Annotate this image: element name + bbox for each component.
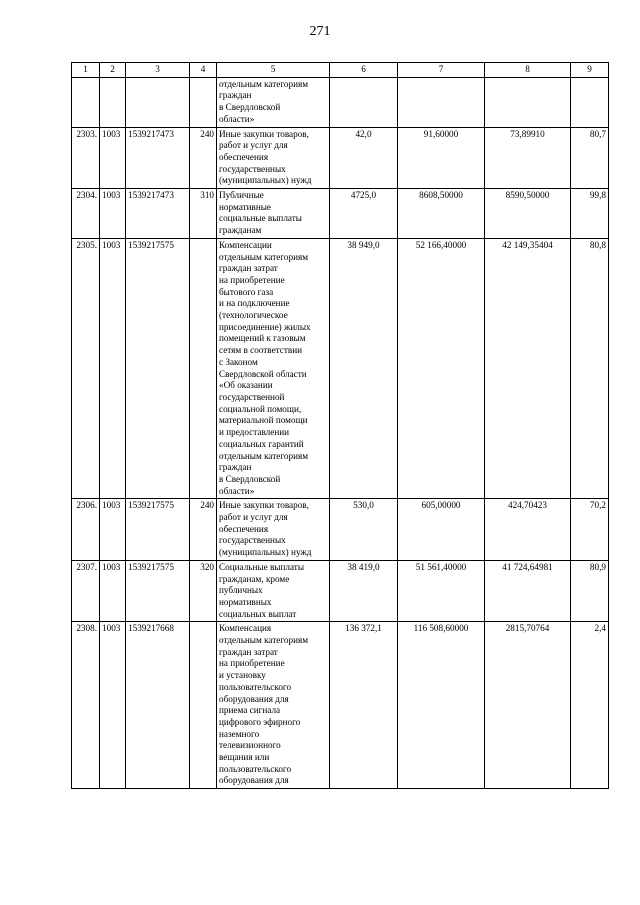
table-row <box>72 622 609 789</box>
header-row <box>72 63 609 78</box>
table-row <box>72 77 609 127</box>
table-row <box>72 499 609 561</box>
table-row <box>72 238 609 498</box>
section-code: 1003 <box>100 622 126 789</box>
column-header: 5 <box>217 63 330 78</box>
execution-percent: 80,7 <box>571 127 609 189</box>
table-row <box>72 560 609 622</box>
approved-amount: 530,0 <box>330 499 398 561</box>
expense-type <box>190 77 217 127</box>
section-code: 1003 <box>100 499 126 561</box>
description: Социальные выплаты гражданам, кроме публичных нормативных социальных выплат <box>217 560 330 622</box>
target-code: 1539217575 <box>126 560 190 622</box>
description: Публичные нормативные социальные выплаты гражданам <box>217 189 330 239</box>
section-code: 1003 <box>100 238 126 498</box>
target-code: 1539217473 <box>126 127 190 189</box>
target-code <box>126 77 190 127</box>
approved-amount: 42,0 <box>330 127 398 189</box>
page-number: 271 <box>309 24 331 39</box>
column-header: 2 <box>100 63 126 78</box>
approved-amount: 38 949,0 <box>330 238 398 498</box>
description: отдельным категориям граждан в Свердловской области» <box>217 77 330 127</box>
table-row <box>72 189 609 239</box>
section-code: 1003 <box>100 189 126 239</box>
row-number: 2305. <box>72 238 100 498</box>
execution-percent <box>571 77 609 127</box>
section-code: 1003 <box>100 560 126 622</box>
column-header: 8 <box>485 63 571 78</box>
planned-amount: 91,60000 <box>398 127 485 189</box>
target-code: 1539217668 <box>126 622 190 789</box>
approved-amount: 4725,0 <box>330 189 398 239</box>
row-number: 2306. <box>72 499 100 561</box>
executed-amount <box>485 77 571 127</box>
row-number: 2308. <box>72 622 100 789</box>
planned-amount: 116 508,60000 <box>398 622 485 789</box>
budget-table <box>71 62 609 789</box>
row-number: 2303. <box>72 127 100 189</box>
column-header: 4 <box>190 63 217 78</box>
section-code: 1003 <box>100 127 126 189</box>
expense-type <box>190 622 217 789</box>
table-row <box>72 127 609 189</box>
expense-type: 310 <box>190 189 217 239</box>
section-code <box>100 77 126 127</box>
expense-type: 320 <box>190 560 217 622</box>
executed-amount: 73,89910 <box>485 127 571 189</box>
planned-amount: 52 166,40000 <box>398 238 485 498</box>
planned-amount <box>398 77 485 127</box>
target-code: 1539217575 <box>126 499 190 561</box>
executed-amount: 8590,50000 <box>485 189 571 239</box>
column-header: 1 <box>72 63 100 78</box>
approved-amount: 136 372,1 <box>330 622 398 789</box>
column-header: 7 <box>398 63 485 78</box>
executed-amount: 2815,70764 <box>485 622 571 789</box>
description: Иные закупки товаров, работ и услуг для обеспечения государственных (муниципальных) нужд <box>217 127 330 189</box>
row-number: 2307. <box>72 560 100 622</box>
column-header: 6 <box>330 63 398 78</box>
column-header: 9 <box>571 63 609 78</box>
execution-percent: 80,8 <box>571 238 609 498</box>
planned-amount: 605,00000 <box>398 499 485 561</box>
expense-type: 240 <box>190 127 217 189</box>
execution-percent: 80,9 <box>571 560 609 622</box>
description: Компенсации отдельным категориям граждан затрат на приобретение бытового газа и на подключение (технологическое присоединение) жилых помещений к газовым сетям в соответствии с Законом Свердловской области «Об оказании государственной социальной помощи, материальной помощи и предоставлении социальных гарантий отдельным категориям граждан в Свердловской области» <box>217 238 330 498</box>
executed-amount: 42 149,35404 <box>485 238 571 498</box>
execution-percent: 2,4 <box>571 622 609 789</box>
target-code: 1539217473 <box>126 189 190 239</box>
expense-type: 240 <box>190 499 217 561</box>
row-number: 2304. <box>72 189 100 239</box>
approved-amount: 38 419,0 <box>330 560 398 622</box>
row-number <box>72 77 100 127</box>
executed-amount: 41 724,64981 <box>485 560 571 622</box>
execution-percent: 99,8 <box>571 189 609 239</box>
planned-amount: 51 561,40000 <box>398 560 485 622</box>
expense-type <box>190 238 217 498</box>
description: Компенсация отдельным категориям граждан затрат на приобретение и установку пользовательского оборудования для приема сигнала цифрового эфирного наземного телевизионного вещания или пользовательского оборудования для <box>217 622 330 789</box>
approved-amount <box>330 77 398 127</box>
execution-percent: 70,2 <box>571 499 609 561</box>
planned-amount: 8608,50000 <box>398 189 485 239</box>
column-header: 3 <box>126 63 190 78</box>
target-code: 1539217575 <box>126 238 190 498</box>
executed-amount: 424,70423 <box>485 499 571 561</box>
description: Иные закупки товаров, работ и услуг для обеспечения государственных (муниципальных) нужд <box>217 499 330 561</box>
